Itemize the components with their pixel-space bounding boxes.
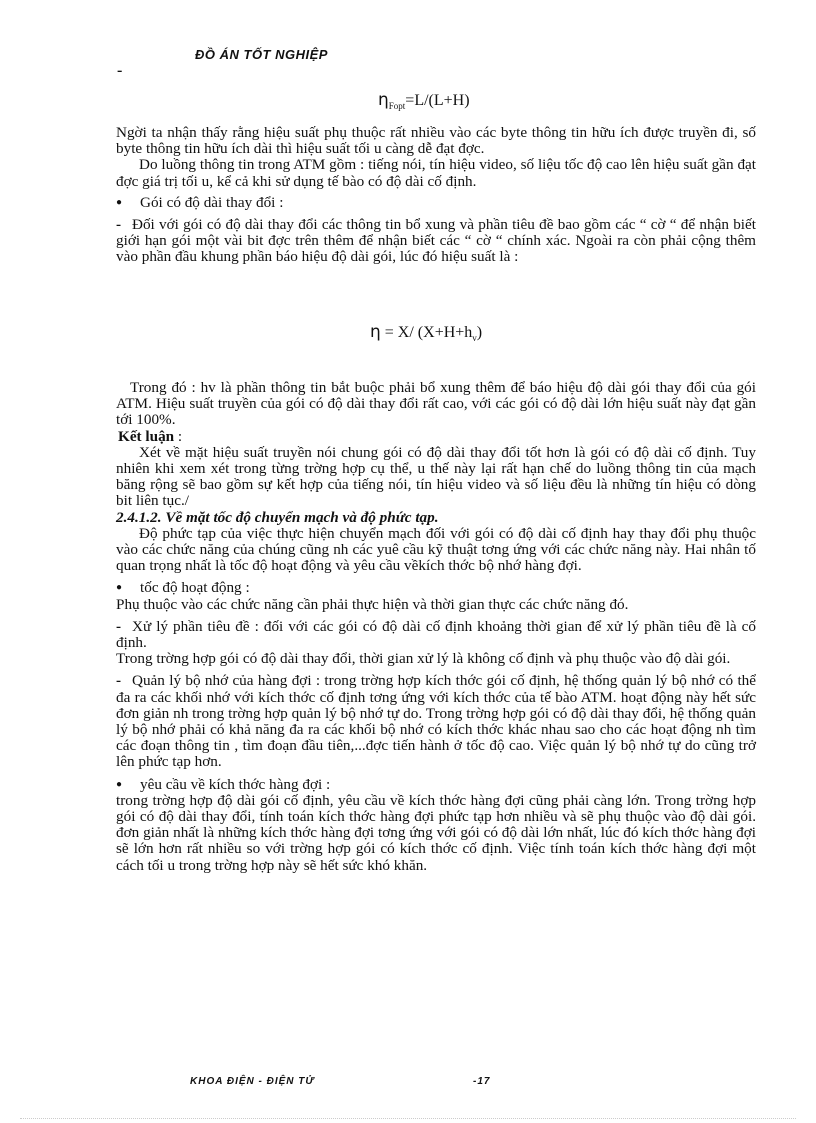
formula-efficiency-fixed — [378, 90, 470, 111]
dash-item: - Đối với gói có độ dài thay đổi các thông tin bổ xung và phần tiêu đề bao gồm các “ cờ “ để nhận biết giới hạn gói một vài bit đợc trên thêm để nhận biết các “ cờ “ chính xác. Ngoài ra còn phải cộng thêm vào phần đầu khung phần báo hiệu độ dài gói, lúc đó hiệu suất là : — [116, 217, 756, 266]
formula-subscript: Fopt — [388, 101, 406, 112]
paragraph: Trong đó : hv là phần thông tin bắt buộc phải bổ xung thêm để báo hiệu độ dài gói thay đổi của gói ATM. Hiệu suất truyền của gói có độ dài thay đổi rất cao, với các gói có độ dài lớn hiệu suất này đạt gần tới 100%. — [116, 379, 756, 429]
conclusion-colon: : — [174, 427, 183, 445]
formula-subscript: v — [472, 333, 477, 344]
formula-rhs-a: = X/ (X+H+h — [380, 324, 473, 341]
page-bottom-divider — [20, 1118, 796, 1119]
formula-efficiency-variable — [370, 322, 482, 343]
paragraph: Độ phức tạp của việc thực hiện chuyển mạch đối với gói có độ dài cố định hay thay đổi phụ thuộc vào các chức năng của chúng cũng nh các yuê cầu kỹ thuật tơng ứng với các chức năng này. Hai nhân tố quan trọng nhất là tốc độ hoạt động và yêu cầu vềkích thớc bộ nhớ hàng đợi. — [116, 524, 756, 575]
paragraph: Ngời ta nhận thấy rằng hiệu suất phụ thuộc rất nhiều vào các byte thông tin hữu ích được truyền đi, số byte thông tin hữu ích dài thì hiệu suất tối u càng dễ đạt đợc. — [116, 124, 756, 158]
bullet-item: ● yêu cầu về kích thớc hàng đợi : — [116, 777, 756, 793]
paragraph: Phụ thuộc vào các chức năng cần phải thực hiện và thời gian thực các chức năng đó. — [116, 595, 629, 613]
page-header-title: ĐỒ ÁN TỐT NGHIỆP — [195, 47, 328, 62]
paragraph: trong trờng hợp độ dài gói cố định, yêu cầu về kích thớc hàng đợi cũng phải càng lớn. Trong trờng hợp gói có độ dài thay đổi, tính toán kích thớc hàng đợi phức tạp hơn nhiều và sẽ phụ thuộc vào độ dài gói. đơn giản nhất là những kích thớc hàng đợi tơng ứng với gói có độ dài lớn nhất, lúc đó kích thớc hàng đợi sẽ lớn hơn rất nhiều so với trờng hợp gói có kích thớc cố định. Việc tính toán kích thớc hàng đợi một cách tối u trong trờng hợp này sẽ hết sức khó khăn. — [116, 791, 756, 874]
conclusion-heading — [116, 429, 756, 445]
formula-rhs-b: ) — [476, 324, 483, 341]
dash-item: - Xử lý phần tiêu đề : đối với các gói có độ dài cố định khoảng thời gian để xử lý phần tiêu đề là cố định. — [116, 619, 756, 651]
paragraph: Do luồng thông tin trong ATM gồm : tiếng nói, tín hiệu video, số liệu tốc độ cao lên hiệu suất gần đạt đợc giá trị tối u, kể cả khi sử dụng tế bào có độ dài cố định. — [116, 156, 756, 190]
dash-item: - Quản lý bộ nhớ của hàng đợi : trong trờng hợp kích thớc gói cố định, hệ thống quản lý bộ nhớ có thể đa ra các khối nhớ với kích thớc cố định tơng ứng với kích thớc của tế bào ATM. hoạt động này hết sức đơn giản nh trong trờng hợp quản lý bộ nhớ tự do. Trong trờng hợp gói có độ dài thay đổi, hệ thống quản lý bộ nhớ phải có khả năng đa ra các khối bộ nhớ có kích thớc khác nhau sao cho các hoạt động nh tìm các đoạn thông tin , tìm đoạn đầu tiên,...đợc tiến hành ở tốc độ cao. Việc quản lý bộ nhớ tự do cũng trở lên phức tạp hơn. — [116, 673, 756, 770]
paragraph: Trong trờng hợp gói có độ dài thay đổi, thời gian xử lý là không cố định và phụ thuộc vào độ dài gói. — [116, 650, 731, 668]
footer-department: KHOA ĐIỆN - ĐIỆN TỬ — [190, 1076, 315, 1087]
page-number: -17 — [473, 1076, 491, 1087]
bullet-item: ● Gói có độ dài thay đổi : — [116, 195, 756, 211]
paragraph: Xét về mặt hiệu suất truyền nói chung gói có độ dài thay đổi tốt hơn là gói có độ dài cố định. Tuy nhiên khi xem xét trong từng trờng hợp cụ thể, u thế này lại rất hạn chế do luồng thông tin của mạch băng rộng sẽ bao gồm sự kết hợp của tiếng nói, tín hiệu video và số liệu đều là những tín hiệu có dòng bit liên tục./ — [116, 443, 756, 510]
bullet-item: ● tốc độ hoạt động : — [116, 580, 756, 596]
body-block-1 — [116, 125, 756, 266]
conclusion-label: Kết luận — [118, 427, 175, 445]
section-heading: 2.4.1.2. Về mặt tốc độ chuyển mạch và độ phức tạp. — [116, 508, 439, 526]
header-mark: - — [117, 62, 123, 79]
body-block-2 — [116, 380, 756, 874]
eta-symbol: η — [370, 322, 381, 342]
formula-rhs: =L/(L+H) — [405, 92, 470, 109]
eta-symbol: η — [378, 90, 389, 110]
